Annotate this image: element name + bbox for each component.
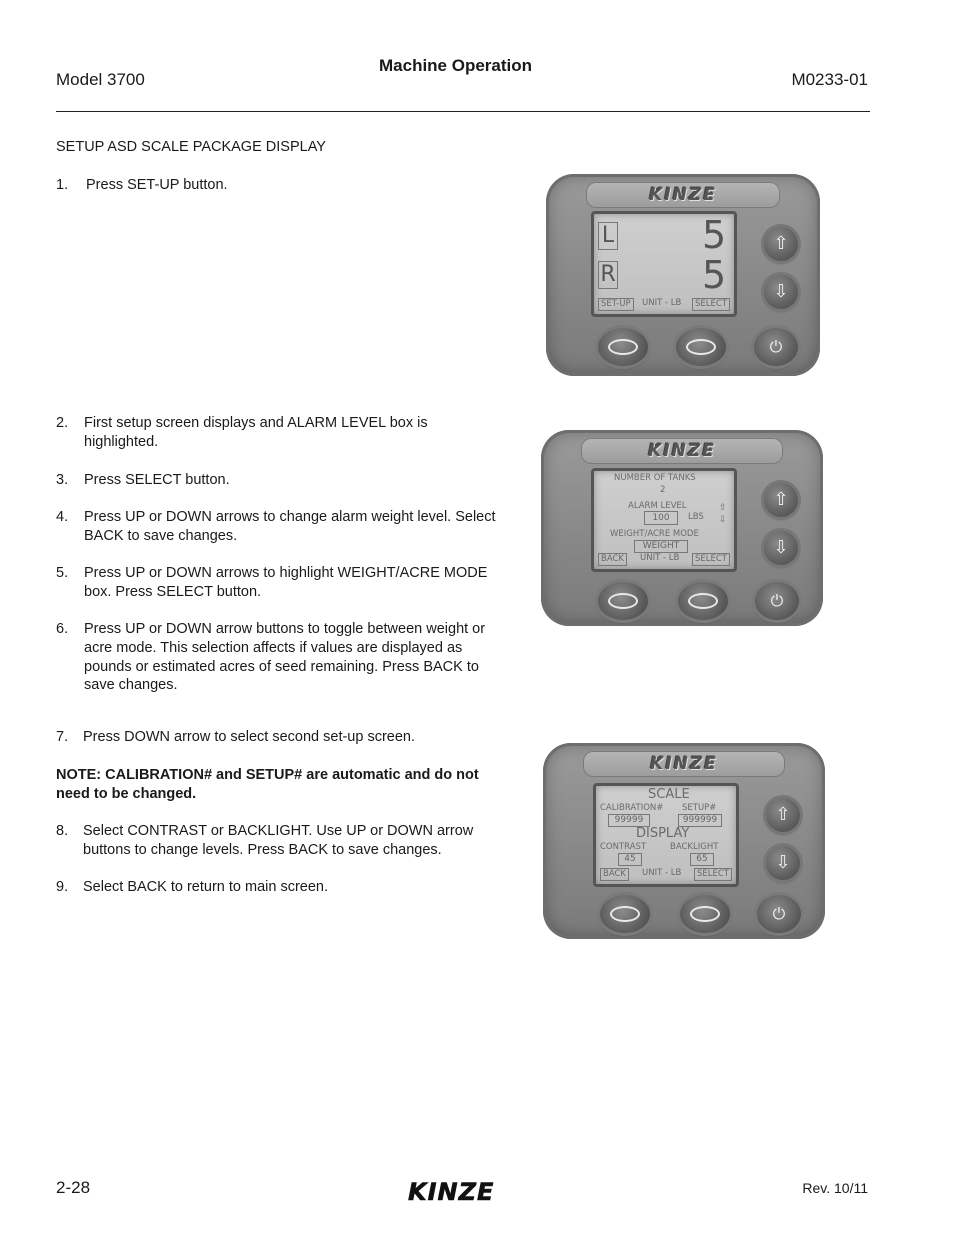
oval-button-icon[interactable] <box>598 328 648 366</box>
up-arrow-icon[interactable]: ⇧ <box>766 798 800 832</box>
step-text: Select CONTRAST or BACKLIGHT. Use UP or DOWN arrow buttons to change levels. Press BACK to save changes. <box>83 823 474 858</box>
up-arrow-icon[interactable]: ⇧ <box>764 483 798 517</box>
step-9 <box>56 878 496 897</box>
contrast-label: CONTRAST <box>600 842 647 852</box>
tanks-value: 2 <box>660 485 666 495</box>
down-arrow-icon[interactable]: ⇩ <box>766 846 800 880</box>
display-title: DISPLAY <box>636 826 690 841</box>
step-8 <box>56 822 496 860</box>
up-arrow-icon[interactable]: ⇧ <box>764 227 798 261</box>
scale-title: SCALE <box>648 787 690 802</box>
step-text: Press UP or DOWN arrow buttons to toggle between weight or acre mode. This selection affects if values are displayed as pounds or estimated acres of seed remaining. Press BACK to save changes. <box>84 621 486 694</box>
step-1 <box>56 176 496 195</box>
softkey-left-label: SET-UP <box>598 298 634 311</box>
page-title: SETUP ASD SCALE PACKAGE DISPLAY <box>56 139 326 155</box>
step-number: 3. <box>56 472 69 488</box>
setup-label: SETUP# <box>682 803 717 813</box>
console-setup-screen-2 <box>543 743 825 939</box>
oval-button-icon[interactable] <box>598 582 648 620</box>
row1-label: L <box>598 222 618 250</box>
alarm-unit: LBS <box>688 512 704 522</box>
console-brand-logo: KINZE <box>648 441 716 461</box>
step-number: 2. <box>56 415 69 431</box>
down-arrow-icon: ⇩ <box>719 515 727 525</box>
page-number: 2-28 <box>56 1178 91 1197</box>
step-text: Press UP or DOWN arrows to highlight WEIGHT/ACRE MODE box. Press SELECT button. <box>84 565 488 600</box>
document-number: M0233-01 <box>791 70 868 89</box>
power-icon[interactable]: ⏻ <box>757 895 801 933</box>
section-heading: Machine Operation <box>379 56 533 75</box>
backlight-label: BACKLIGHT <box>670 842 719 852</box>
contrast-value: 45 <box>618 853 642 866</box>
step-text: Select BACK to return to main screen. <box>83 879 328 895</box>
step-4 <box>56 508 496 546</box>
up-arrow-icon: ⇧ <box>719 503 727 513</box>
softkey-labels <box>598 553 730 566</box>
oval-button-icon[interactable] <box>676 328 726 366</box>
step-number: 5. <box>56 565 69 581</box>
step-2 <box>56 414 496 452</box>
step-7 <box>56 728 496 747</box>
step-number: 1. <box>56 177 69 193</box>
softkey-left-label: BACK <box>598 553 627 566</box>
softkey-labels <box>600 868 732 881</box>
console-main-screen <box>546 174 820 376</box>
header-divider <box>56 111 870 112</box>
step-text: First setup screen displays and ALARM LEVEL box is highlighted. <box>84 415 428 450</box>
step-6 <box>56 620 496 695</box>
softkey-right-label: SELECT <box>694 868 732 881</box>
console-brand-logo: KINZE <box>649 185 717 205</box>
lcd-screen <box>593 783 739 887</box>
revision-date: Rev. 10/11 <box>802 1180 868 1196</box>
down-arrow-icon[interactable]: ⇩ <box>764 275 798 309</box>
softkey-right-label: SELECT <box>692 553 730 566</box>
softkey-mid-label: UNIT - LB <box>642 298 682 308</box>
step-number: 6. <box>56 621 69 637</box>
row2-label: R <box>598 261 618 289</box>
tanks-label: NUMBER OF TANKS <box>614 473 696 483</box>
alarm-label: ALARM LEVEL <box>628 501 687 511</box>
step-number: 4. <box>56 509 69 525</box>
mode-label: WEIGHT/ACRE MODE <box>610 529 699 539</box>
softkey-labels <box>598 298 730 311</box>
lcd-screen <box>591 468 737 572</box>
oval-button-icon[interactable] <box>678 582 728 620</box>
step-number: 8. <box>56 823 69 839</box>
step-text: Press UP or DOWN arrows to change alarm weight level. Select BACK to save changes. <box>84 509 496 544</box>
console-setup-screen-1 <box>541 430 823 626</box>
down-arrow-icon[interactable]: ⇩ <box>764 531 798 565</box>
softkey-mid-label: UNIT - LB <box>640 553 680 563</box>
calibration-label: CALIBRATION# <box>600 803 664 813</box>
step-text: Press SELECT button. <box>84 472 230 488</box>
power-icon[interactable]: ⏻ <box>754 328 798 366</box>
model-label: Model 3700 <box>56 70 145 89</box>
step-number: 9. <box>56 879 69 895</box>
setup-value: 999999 <box>678 814 722 827</box>
oval-button-icon[interactable] <box>680 895 730 933</box>
logo-text: KINZE <box>408 1178 495 1206</box>
oval-button-icon[interactable] <box>600 895 650 933</box>
alarm-value: 100 <box>644 511 678 525</box>
lcd-screen <box>591 211 737 317</box>
console-brand-logo: KINZE <box>650 754 718 774</box>
backlight-value: 65 <box>690 853 714 866</box>
step-text: Press DOWN arrow to select second set-up screen. <box>83 729 416 745</box>
kinze-logo <box>404 1176 524 1206</box>
note-text: NOTE: CALIBRATION# and SETUP# are automatic and do not need to be changed. <box>56 767 479 802</box>
softkey-mid-label: UNIT - LB <box>642 868 682 878</box>
row2-value: 5 <box>702 253 727 297</box>
softkey-right-label: SELECT <box>692 298 730 311</box>
calibration-value: 99999 <box>608 814 650 827</box>
step-3 <box>56 471 496 490</box>
row1-value: 5 <box>702 213 727 257</box>
mode-value: WEIGHT <box>634 540 688 553</box>
step-number: 7. <box>56 729 69 745</box>
step-text: Press SET-UP button. <box>86 177 228 193</box>
softkey-left-label: BACK <box>600 868 629 881</box>
power-icon[interactable]: ⏻ <box>755 582 799 620</box>
step-5 <box>56 564 496 602</box>
